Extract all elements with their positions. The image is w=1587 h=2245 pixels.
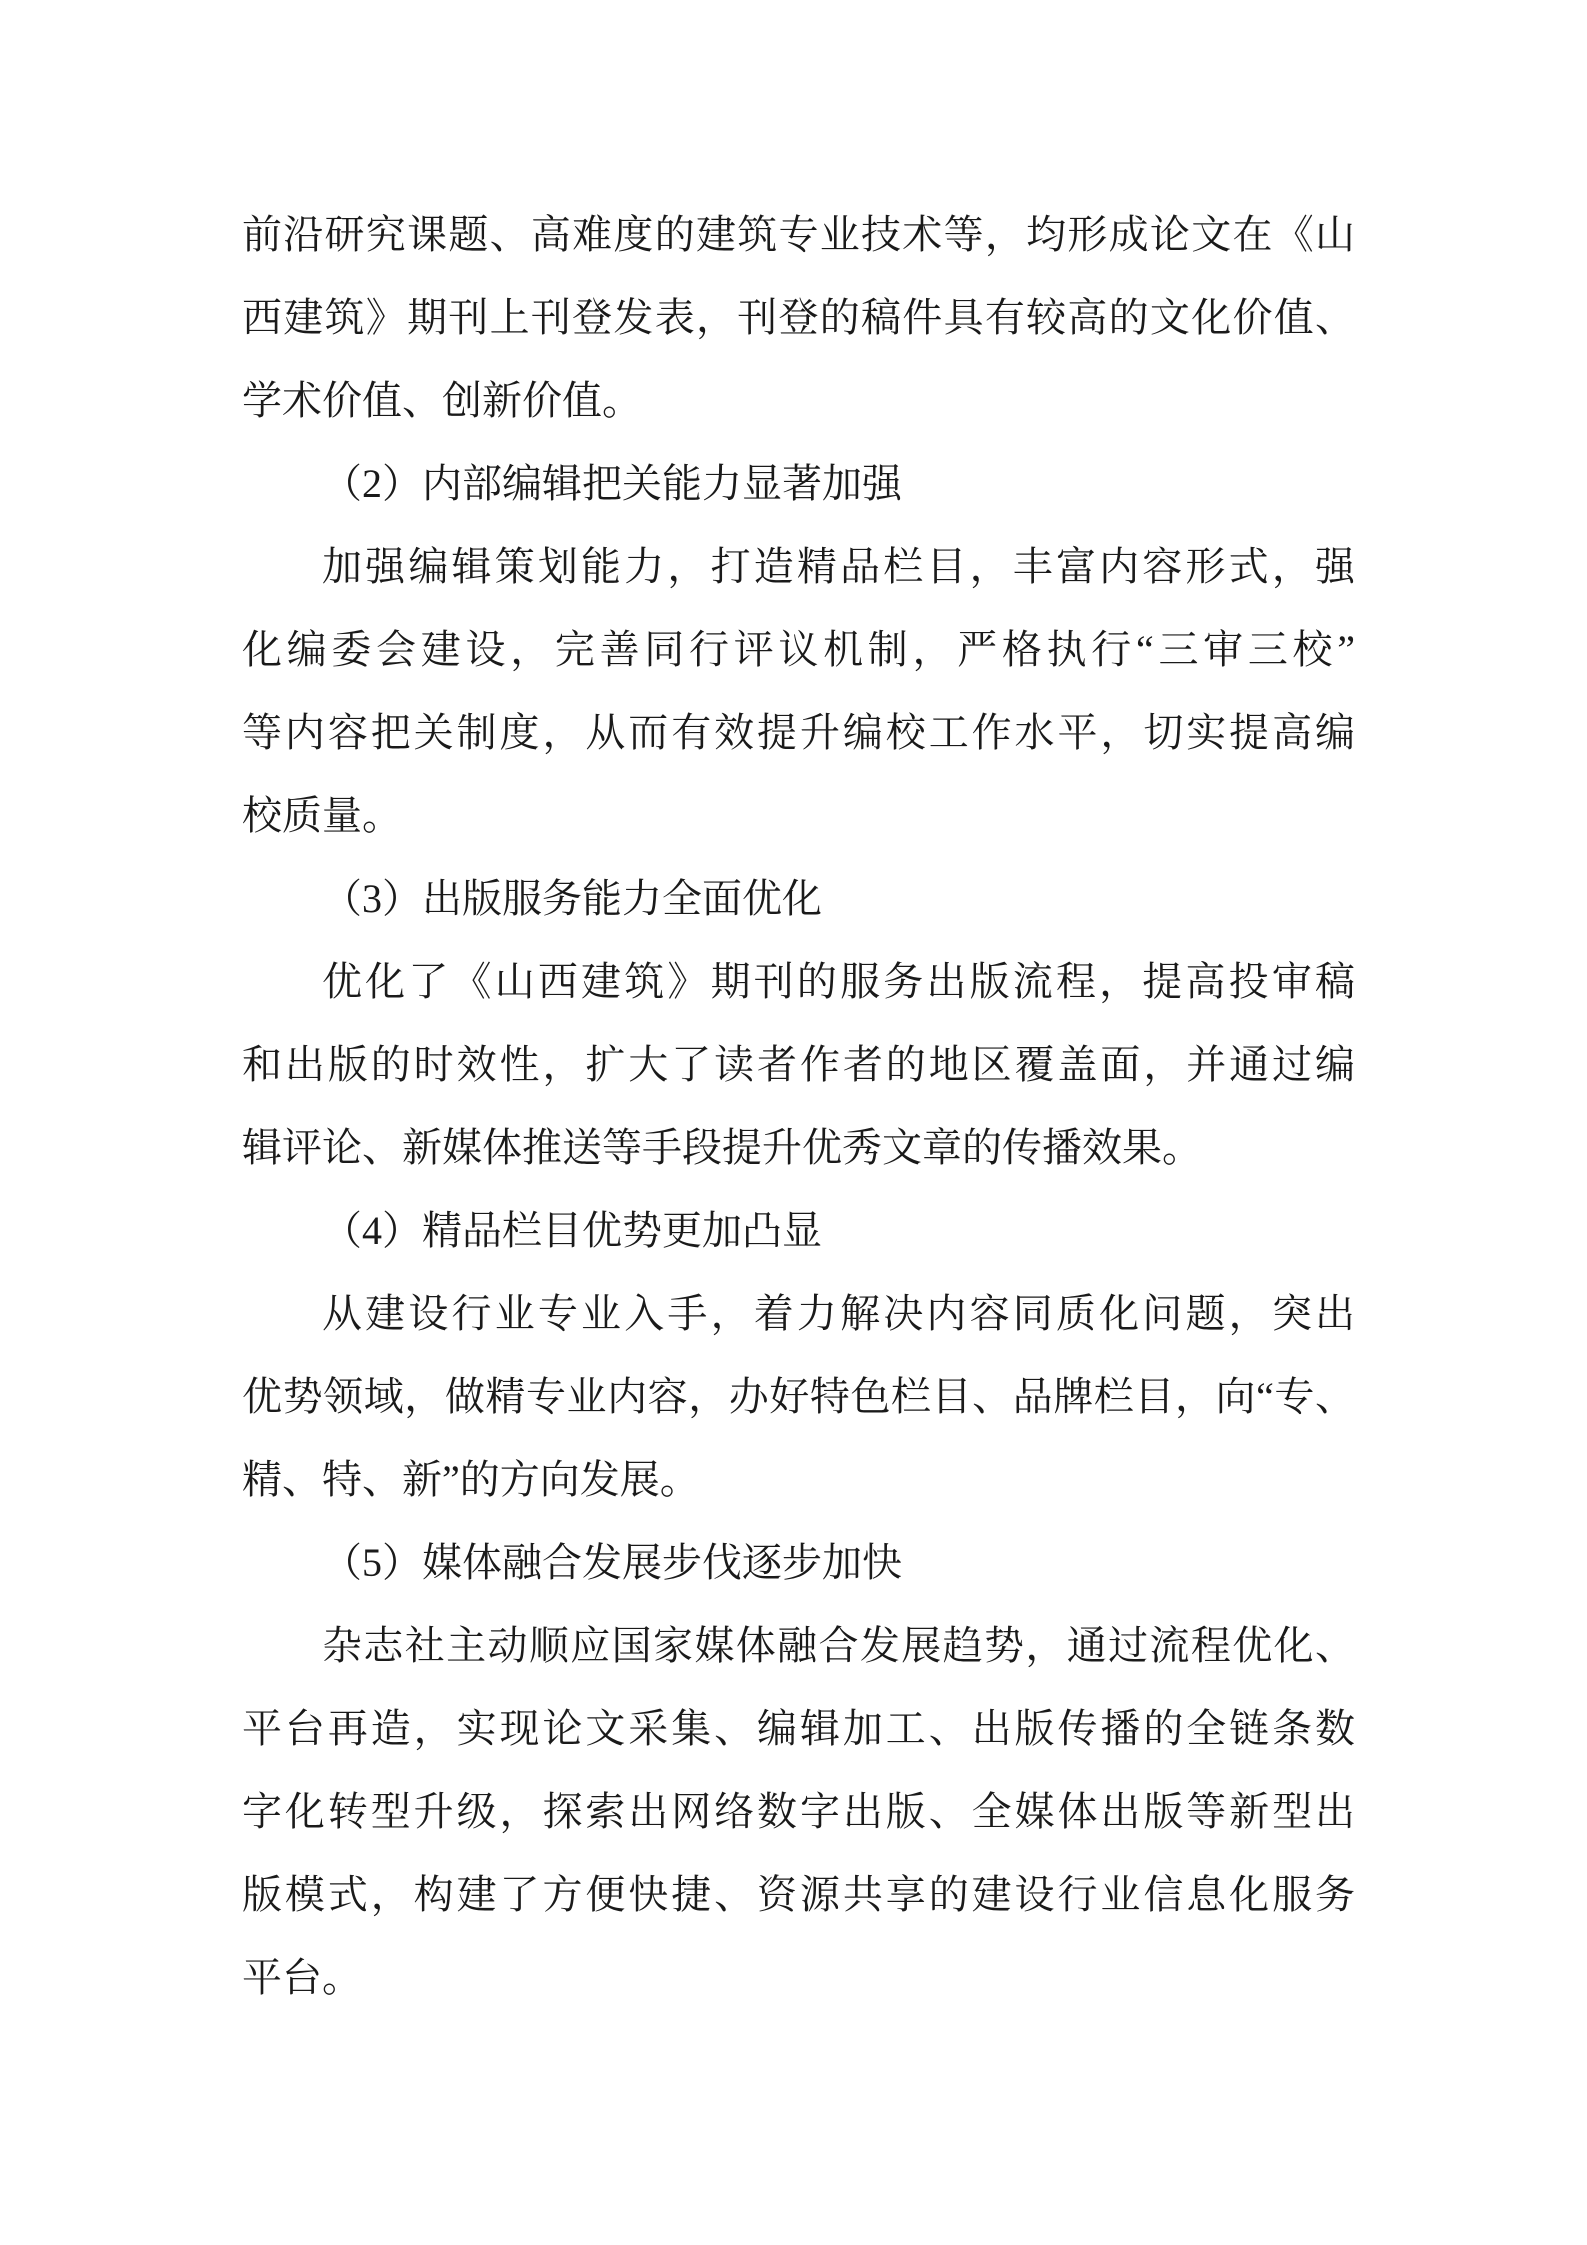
body-line: 平台。	[242, 1955, 362, 2000]
section-heading: （2）内部编辑把关能力显著加强	[322, 461, 902, 506]
body-line: 字化转型升级，探索出网络数字出版、全媒体出版等新型出	[242, 1789, 1355, 1834]
paragraph-heading-5	[242, 1521, 1355, 1604]
body-line: 等内容把关制度，从而有效提升编校工作水平，切实提高编	[242, 710, 1355, 755]
body-line: 学术价值、创新价值。	[242, 378, 642, 423]
body-line: 杂志社主动顺应国家媒体融合发展趋势，通过流程优化、	[322, 1623, 1355, 1668]
body-line: 和出版的时效性，扩大了读者作者的地区覆盖面，并通过编	[242, 1042, 1355, 1087]
body-line: 优势领域，做精专业内容，办好特色栏目、品牌栏目，向“专、	[242, 1374, 1355, 1419]
body-line: 优化了《山西建筑》期刊的服务出版流程，提高投审稿	[322, 959, 1355, 1004]
paragraph-heading-2	[242, 442, 1355, 525]
body-line: 前沿研究课题、高难度的建筑专业技术等，均形成论文在《山	[242, 212, 1355, 257]
body-line: 从建设行业专业入手，着力解决内容同质化问题，突出	[322, 1291, 1355, 1336]
section-heading: （3）出版服务能力全面优化	[322, 876, 822, 921]
body-line: 平台再造，实现论文采集、编辑加工、出版传播的全链条数	[242, 1706, 1355, 1751]
section-heading: （5）媒体融合发展步伐逐步加快	[322, 1540, 902, 1585]
body-line: 校质量。	[242, 793, 402, 838]
paragraph-heading-3	[242, 857, 1355, 940]
paragraph-publishing-service	[242, 940, 1355, 1189]
body-line: 加强编辑策划能力，打造精品栏目，丰富内容形式，强	[322, 544, 1355, 589]
body-line: 精、特、新”的方向发展。	[242, 1457, 700, 1502]
paragraph-editing-control	[242, 525, 1355, 857]
section-heading: （4）精品栏目优势更加凸显	[322, 1208, 822, 1253]
body-line: 化编委会建设，完善同行评议机制，严格执行“三审三校”	[242, 627, 1355, 672]
paragraph-media-convergence	[242, 1604, 1355, 2019]
body-line: 辑评论、新媒体推送等手段提升优秀文章的传播效果。	[242, 1125, 1202, 1170]
paragraph-journal-value	[242, 193, 1355, 442]
document-page	[242, 193, 1355, 2019]
paragraph-premium-columns	[242, 1272, 1355, 1521]
paragraph-heading-4	[242, 1189, 1355, 1272]
body-line: 西建筑》期刊上刊登发表，刊登的稿件具有较高的文化价值、	[242, 295, 1355, 340]
body-line: 版模式，构建了方便快捷、资源共享的建设行业信息化服务	[242, 1872, 1355, 1917]
